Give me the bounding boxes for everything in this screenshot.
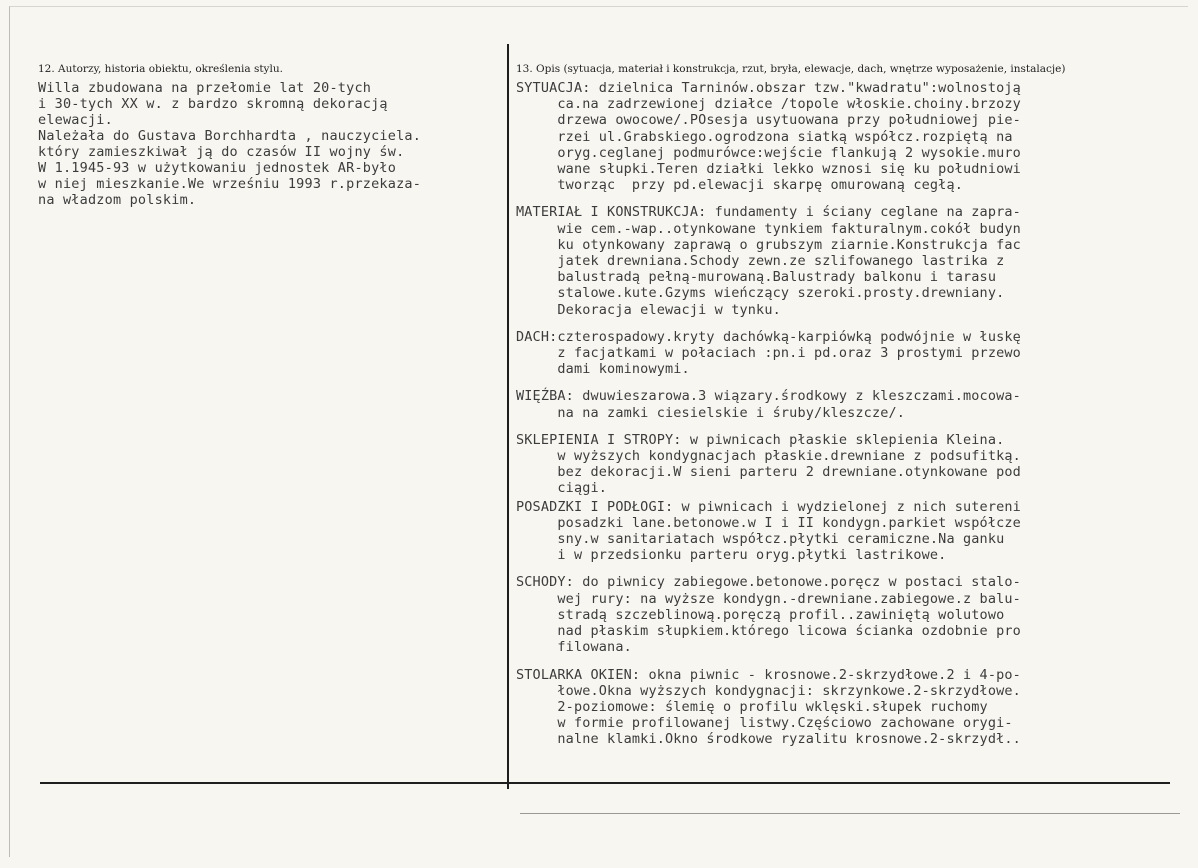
section-12-heading: 12. Autorzy, historia obiektu, określenia stylu. <box>38 63 283 75</box>
section-stolarka <box>516 667 1181 748</box>
section-label: MATERIAŁ I KONSTRUKCJA: <box>516 204 707 221</box>
section-text: w piwnicach płaskie sklepienia Kleina. w wyższych kondygnacjach płaskie.drewniane z podsufitką. bez dekoracji.W sieni parteru 2 drewniane.otynkowane pod ciągi. <box>557 431 1021 497</box>
bottom-rule <box>40 782 1170 784</box>
section-sytuacja <box>516 80 1181 193</box>
section-posadzki <box>516 499 1181 564</box>
section-13-heading: 13. Opis (sytuacja, materiał i konstrukcja, rzut, bryła, elewacje, dach, wnętrze wyposażenie, instalacje) <box>516 63 1066 75</box>
section-label: POSADZKI I PODŁOGI: <box>516 498 674 515</box>
section-dach <box>516 329 1181 378</box>
section-text: dwuwieszarowa.3 wiązary.środkowy z kleszczami.mocowa- na na zamki ciesielskie i śruby/kleszcze/. <box>557 388 1021 421</box>
section-text: okna piwnic - krosnowe.2-skrzydłowe.2 i 4-po- łowe.Okna wyższych kondygnacji: skrzynkowe.2-skrzydłowe. 2-poziomowe: ślemię o profilu wklęski.słupek ruchomy w formie profilowanej listwy.Częściowo zachowane orygi- nalne klamki.Okno środkowe ryzalitu krosnowe.2-skrzydł.. <box>557 666 1021 748</box>
bottom-thin-rule <box>520 813 1180 814</box>
section-material <box>516 204 1181 317</box>
history-text: Willa zbudowana na przełomie lat 20-tych i 30-tych XX w. z bardzo skromną dekoracją elewacji. Należała do Gustava Borchhardta , nauczyciela. który zamieszkiwał ją do czasów II wojny św. W 1.1945-93 w użytkowaniu jednostek AR-było w niej mieszkanie.We wrześniu 1993 r.przekaza- na władzom polskim. <box>38 80 422 208</box>
section-label: SKLEPIENIA I STROPY: <box>516 431 682 448</box>
section-label: WIĘŹBA: <box>516 388 574 405</box>
section-text: czterospadowy.kryty dachówką-karpiówką podwójnie w łuskę z facjatkami w połaciach :pn.i pd.oraz 3 prostymi przewo dami kominowymi. <box>557 328 1021 378</box>
section-text: fundamenty i ściany ceglane na zapra- wie cem.-wap..otynkowane tynkiem fakturalnym.cokół budyn ku otynkowany zaprawą o grubszym ziarnie.Konstrukcja fac jatek drewniana.Schody zewn.ze szlifowanego lastrika z balustradą pełną-murowaną.Balustrady balkonu i tarasu stalowe.kute.Gzyms wieńczący szeroki.prosty.drewniany. Dekoracja elewacji w tynku. <box>557 204 1021 318</box>
description-block <box>516 80 1181 748</box>
section-schody <box>516 574 1181 655</box>
section-text: w piwnicach i wydzielonej z nich sutereni posadzki lane.betonowe.w I i II kondygn.parkiet współcze sny.w sanitariatach współcz.płytki ceramiczne.Na ganku i w przedsionku parteru oryg.płytki lastrikowe. <box>557 498 1021 564</box>
section-text: do piwnicy zabiegowe.betonowe.poręcz w postaci stalo- wej rury: na wyższe kondygn.-drewniane.zabiegowe.z balu- stradą szczeblinową.poręczą profil..zawiniętą wolutowo nad płaskim słupkiem.którego licowa ścianka ozdobnie pro filowana. <box>557 574 1021 656</box>
section-label: DACH: <box>516 328 558 345</box>
section-sklepienia <box>516 432 1181 497</box>
section-text: dzielnica Tarninów.obszar tzw."kwadratu":wolnostoją ca.na zadrzewionej działce /topole włoskie.choiny.brzozy drzewa owocowe/.POsesja usytuowana przy południowej pie- rzei ul.Grabskiego.ogrodzona siatką współcz.rozpiętą na oryg.ceglanej podmurówce:wejście flankują 2 wysokie.muro wane słupki.Teren działki lekko wznosi się ku południowi tworząc przy pd.elewacji skarpę omurowaną cegłą. <box>557 80 1021 194</box>
section-label: SCHODY: <box>516 574 574 591</box>
section-wiezba <box>516 388 1181 420</box>
section-label: STOLARKA OKIEN: <box>516 666 641 683</box>
section-label: SYTUACJA: <box>516 80 591 96</box>
